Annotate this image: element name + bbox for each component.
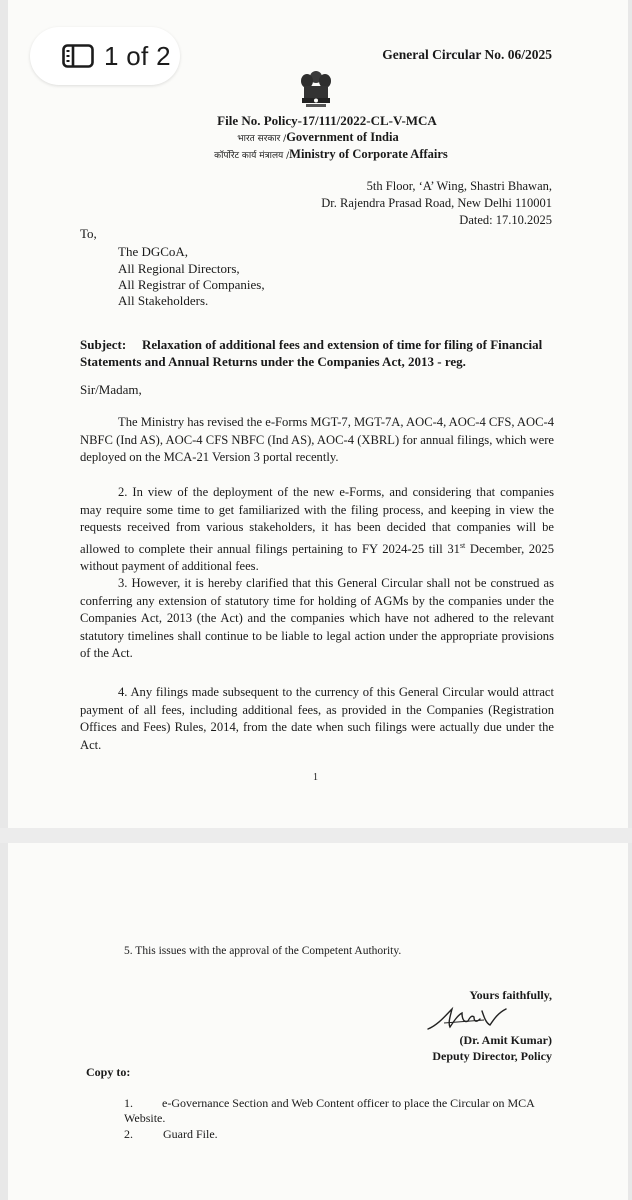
copy-item-number: 2. — [124, 1127, 133, 1141]
national-emblem-icon — [296, 68, 336, 110]
page-number: 1 — [313, 772, 318, 783]
circular-number: General Circular No. 06/2025 — [382, 47, 552, 62]
paragraph-3: 3. However, it is hereby clarified that this General Circular shall not be construed as conferring any extension of statutory time for holding of AGMs by the companies under the Companies Act, 2013 (the Act) and the companies which have not adhered to the relevant statutory timelines shall continue to be liable to legal action under the appropriate provisions of the Act. — [80, 576, 554, 660]
to-label: To, — [80, 226, 97, 241]
ministry-english: Ministry of Corporate Affairs — [289, 147, 448, 161]
closing-line: Yours faithfully, — [469, 988, 552, 1002]
salutation: Sir/Madam, — [80, 382, 142, 397]
copy-item-number: 1. — [124, 1096, 133, 1110]
recipient-item: All Stakeholders. — [118, 293, 209, 308]
ministry-line — [0, 147, 632, 162]
paragraph-4: 4. Any filings made subsequent to the currency of this General Circular would attract payment of all fees, including additional fees, as provided in the Companies (Registration Offices and Fees) Rules, 2014, from the date when such filings were actually due under the Act. — [80, 685, 554, 752]
subject-label: Subject: — [80, 337, 127, 352]
viewer-right-edge — [628, 0, 632, 1200]
paragraph-2-text-end: December, 2025 without payment of additional fees. — [80, 541, 554, 574]
file-number: File No. Policy-17/111/2022-CL-V-MCA — [217, 113, 437, 128]
recipient-item: The DGCoA, — [118, 244, 189, 259]
copy-item-text: Guard File. — [163, 1127, 218, 1141]
paragraph-2-superscript: st — [459, 540, 466, 550]
paragraph-1: The Ministry has revised the e-Forms MGT-7, MGT-7A, AOC-4, AOC-4 CFS, AOC-4 NBFC (Ind AS), AOC-4 CFS NBFC (Ind AS), AOC-4 (XBRL) for annual filings, which were deployed on the MCA-21 Version 3 portal recently. — [80, 415, 555, 464]
signatory-designation: Deputy Director, Policy — [432, 1049, 552, 1063]
handwritten-signature — [424, 1003, 516, 1035]
subject-line — [80, 336, 554, 370]
ministry-hindi: कॉर्पोरेट कार्य मंत्रालय / — [214, 151, 290, 161]
document-page-2 — [8, 843, 628, 1200]
subject-text: Relaxation of additional fees and extension of time for filing of Financial Statements and Annual Returns under the Companies Act, 2013 - reg. — [80, 337, 543, 369]
page-indicator-badge[interactable] — [30, 27, 180, 85]
copy-to-label: Copy to: — [86, 1065, 131, 1079]
paragraph-2-text: 2. In view of the deployment of the new e-Forms, and considering that companies may require some time to get familiarized with the filing process, and keeping in view the requests received from various stakeholders, it has been decided that companies will be allowed to complete their annual filings pertaining to FY 2024-25 till 31 — [80, 485, 554, 556]
government-hindi: भारत सरकार / — [237, 134, 287, 144]
page-indicator-text: 1 of 2 — [104, 40, 171, 71]
copy-item-text: e-Governance Section and Web Content officer to place the Circular on MCA Website. — [124, 1096, 535, 1125]
paragraph-5: 5. This issues with the approval of the Competent Authority. — [124, 945, 402, 957]
document-pages-icon — [62, 44, 94, 68]
recipient-item: All Regional Directors, — [118, 261, 240, 276]
page-separator — [0, 828, 632, 843]
signatory-name: (Dr. Amit Kumar) — [459, 1033, 552, 1047]
recipient-item: All Registrar of Companies, — [118, 277, 265, 292]
viewer-left-edge — [0, 0, 8, 1200]
address-line-2: Dr. Rajendra Prasad Road, New Delhi 110001 — [321, 196, 552, 210]
government-english: Government of India — [286, 130, 399, 144]
government-line — [0, 130, 632, 145]
address-line-1: 5th Floor, ‘A’ Wing, Shastri Bhawan, — [366, 179, 552, 193]
date-line: Dated: 17.10.2025 — [459, 213, 552, 227]
paragraph-2 — [80, 484, 554, 576]
